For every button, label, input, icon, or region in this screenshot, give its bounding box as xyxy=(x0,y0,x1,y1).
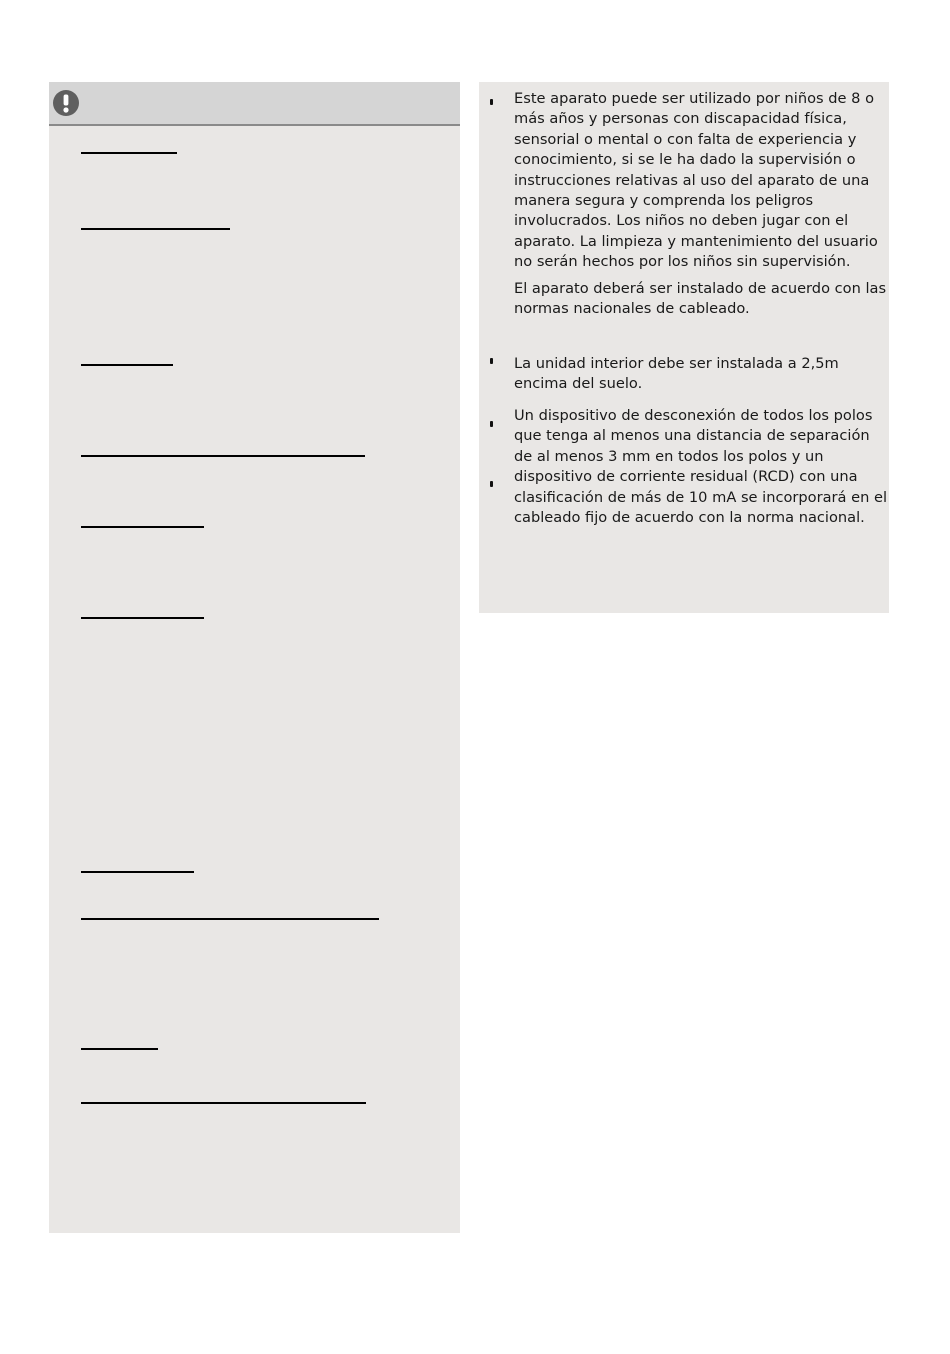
heading-rule xyxy=(81,617,204,619)
left-warning-panel xyxy=(49,82,460,1233)
bullet-marker xyxy=(490,481,493,487)
warning-header xyxy=(49,82,460,126)
heading-rule xyxy=(81,364,173,366)
list-item xyxy=(514,406,888,528)
heading-rule xyxy=(81,1048,158,1050)
heading-rule xyxy=(81,455,365,457)
list-item xyxy=(514,354,888,395)
heading-rule xyxy=(81,1102,366,1104)
exclamation-circle-icon xyxy=(52,89,80,117)
heading-rule xyxy=(81,871,194,873)
item-text: Un dispositivo de desconexión de todos los polos que tenga al menos una distancia de separación de al menos 3 mm en todos los polos y un dispositivo de corriente residual (RCD) con una clasificación de más de 10 mA se incorporará en el cableado fijo de acuerdo con la norma nacional. xyxy=(514,407,888,527)
heading-rule xyxy=(81,526,204,528)
list-item xyxy=(514,89,888,319)
heading-rule xyxy=(81,918,379,920)
right-info-panel xyxy=(479,82,889,613)
heading-rule xyxy=(81,228,230,230)
heading-rule xyxy=(81,152,177,154)
item-text: Este aparato puede ser utilizado por niños de 8 o más años y personas con discapacidad física, sensorial o mental o con falta de experiencia y conocimiento, si se le ha dado la supervisión o instrucciones relativas al uso del aparato de una manera segura y comprenda los peligros involucrados. Los niños no deben jugar con el aparato. La limpieza y mantenimiento del usuario no serán hechos por los niños sin supervisión. xyxy=(514,90,878,271)
bullet-marker xyxy=(490,358,493,364)
item-text: La unidad interior debe ser instalada a 2,5m encima del suelo. xyxy=(514,355,839,393)
bullet-marker xyxy=(490,99,493,105)
bullet-marker xyxy=(490,421,493,427)
item-extra-text: El aparato deberá ser instalado de acuerdo con las normas nacionales de cableado. xyxy=(514,279,887,318)
